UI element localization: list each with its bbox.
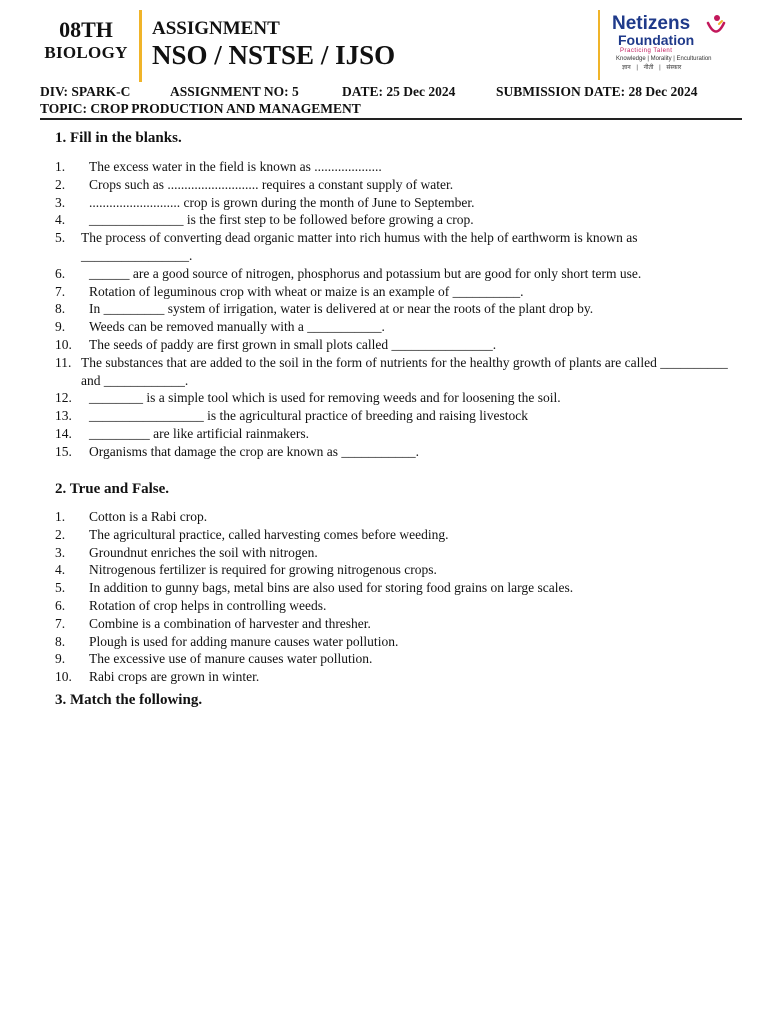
item-text: _________ are like artificial rainmakers. [89, 425, 310, 441]
item-text: In _________ system of irrigation, water is delivered at or near the roots of the plant drop by. [89, 301, 594, 317]
list-item [55, 158, 745, 176]
logo-name-line2: Foundation [618, 32, 695, 48]
grade-label: 08TH [59, 17, 113, 42]
true-false-list [55, 508, 745, 686]
item-text: ........................... crop is grown during the month of June to September. [89, 194, 475, 210]
list-item [55, 176, 745, 194]
item-number: 13. [55, 408, 72, 424]
item-text: The substances that are added to the soil in the form of nutrients for the healthy growth of plants are called __________ and ____________. [81, 354, 728, 388]
item-number: 8. [55, 633, 66, 649]
item-number: 2. [55, 176, 66, 192]
item-text: Nitrogenous fertilizer is required for growing nitrogenous crops. [89, 562, 437, 578]
assignment-block [152, 18, 395, 70]
item-text: Weeds can be removed manually with a ___________. [89, 319, 385, 335]
item-text: ________ is a simple tool which is used for removing weeds and for loosening the soil. [89, 390, 561, 406]
list-item [55, 597, 745, 615]
assignment-label: ASSIGNMENT [152, 18, 280, 39]
item-number: 9. [55, 319, 66, 335]
item-number: 4. [55, 212, 66, 228]
list-item [55, 668, 745, 686]
list-item [55, 407, 745, 425]
date-label: DATE: 25 Dec 2024 [342, 84, 456, 99]
item-number: 5. [55, 230, 66, 246]
item-text: Rabi crops are grown in winter. [89, 669, 260, 685]
list-item [55, 211, 745, 229]
item-text: In addition to gunny bags, metal bins are also used for storing food grains on large scales. [89, 580, 574, 596]
list-item [55, 508, 745, 526]
item-text: The excessive use of manure causes water pollution. [89, 651, 373, 667]
list-item [55, 615, 745, 633]
topic-label: TOPIC: CROP PRODUCTION AND MANAGEMENT [40, 101, 361, 116]
item-number: 9. [55, 651, 66, 667]
list-item [55, 633, 745, 651]
list-item [55, 336, 745, 354]
section-title-fill-blanks: 1. Fill in the blanks. [55, 130, 182, 146]
list-item [55, 265, 745, 283]
item-text: Plough is used for adding manure causes water pollution. [89, 633, 399, 649]
item-number: 10. [55, 669, 72, 685]
item-number: 1. [55, 509, 66, 524]
header [0, 0, 768, 84]
list-item [55, 561, 745, 579]
item-number: 3. [55, 544, 66, 560]
logo-person-icon [704, 14, 728, 42]
list-item [55, 229, 745, 265]
item-text: Groundnut enriches the soil with nitrogen. [89, 544, 318, 560]
item-text: Organisms that damage the crop are known as ___________. [89, 443, 420, 459]
header-divider [139, 10, 142, 82]
list-item [55, 650, 745, 668]
item-text: The seeds of paddy are first grown in small plots called _______________. [89, 336, 497, 352]
assignment-number: ASSIGNMENT NO: 5 [170, 84, 299, 99]
item-number: 6. [55, 265, 66, 281]
item-number: 1. [55, 159, 66, 174]
item-text: Cotton is a Rabi crop. [89, 509, 208, 524]
logo-hindi: ज्ञान | नीती | संस्कार [622, 65, 682, 71]
item-text: Combine is a combination of harvester and thresher. [89, 615, 371, 631]
list-item [55, 544, 745, 562]
item-number: 14. [55, 425, 72, 441]
submission-date: SUBMISSION DATE: 28 Dec 2024 [496, 84, 698, 99]
list-item [55, 443, 745, 461]
section-title-match: 3. Match the following. [55, 692, 203, 708]
item-text: The process of converting dead organic matter into rich humus with the help of earthworm is known as ________________. [81, 230, 638, 263]
exam-title: NSO / NSTSE / IJSO [152, 40, 396, 70]
subject-label: BIOLOGY [44, 43, 128, 62]
list-item [55, 318, 745, 336]
logo-name-line1: Netizens [612, 13, 691, 34]
item-number: 7. [55, 283, 66, 299]
grade-block [40, 18, 132, 64]
item-number: 15. [55, 443, 72, 459]
item-text: ______ are a good source of nitrogen, phosphorus and potassium but are good for only short term use. [89, 265, 642, 281]
list-item [55, 300, 745, 318]
list-item [55, 579, 745, 597]
list-item [55, 354, 745, 390]
logo-tagline: Practicing Talent [620, 48, 673, 54]
item-number: 11. [55, 354, 72, 370]
section-title-true-false: 2. True and False. [55, 481, 170, 497]
item-text: The excess water in the field is known as .................... [89, 159, 382, 174]
item-number: 7. [55, 615, 66, 631]
logo-values: Knowledge | Morality | Enculturation [616, 56, 712, 62]
item-text: _________________ is the agricultural practice of breeding and raising livestock [89, 408, 529, 424]
item-number: 2. [55, 526, 66, 542]
item-text: The agricultural practice, called harvesting comes before weeding. [89, 526, 449, 542]
item-text: Crops such as ........................... requires a constant supply of water. [89, 176, 454, 192]
item-number: 6. [55, 597, 66, 613]
div-label: DIV: SPARK-C [40, 84, 131, 99]
item-number: 10. [55, 336, 72, 352]
header-divider-right [598, 10, 600, 80]
item-number: 5. [55, 580, 66, 596]
item-text: ______________ is the first step to be followed before growing a crop. [89, 212, 474, 228]
item-number: 8. [55, 301, 66, 317]
header-rule [40, 118, 742, 120]
fill-blanks-list [55, 158, 745, 461]
list-item [55, 283, 745, 301]
item-number: 12. [55, 390, 72, 406]
list-item [55, 194, 745, 212]
list-item [55, 389, 745, 407]
list-item [55, 526, 745, 544]
item-text: Rotation of leguminous crop with wheat or maize is an example of __________. [89, 283, 524, 299]
item-number: 3. [55, 194, 66, 210]
list-item [55, 425, 745, 443]
item-text: Rotation of crop helps in controlling weeds. [89, 597, 327, 613]
item-number: 4. [55, 562, 66, 578]
